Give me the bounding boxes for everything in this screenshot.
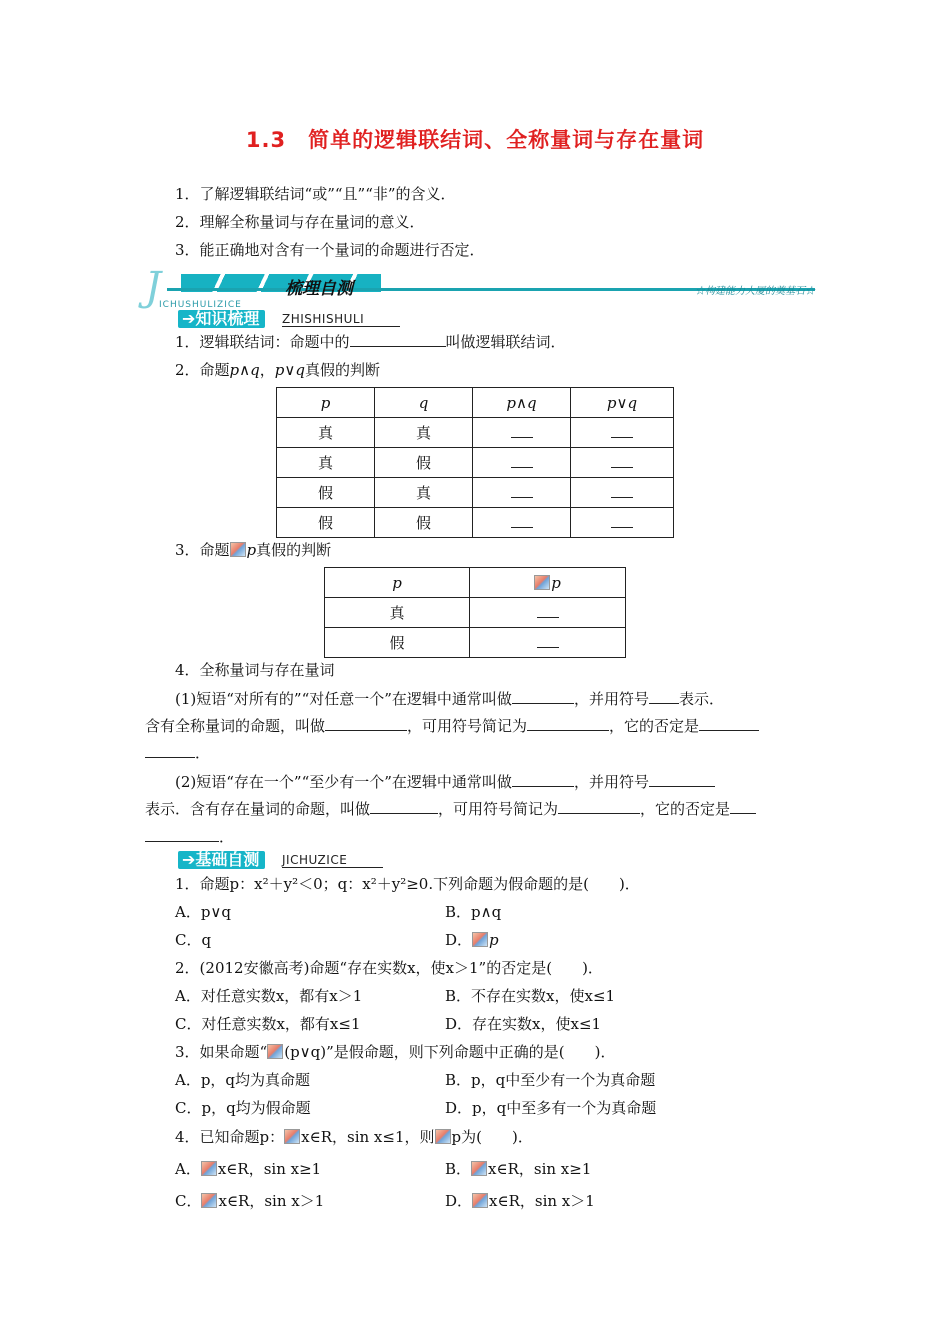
banner-letter: J [145,264,162,310]
q3-option-b: B．p，q中至少有一个为真命题 [445,1071,656,1089]
basic-tag-label: ➔基础自测 [178,851,265,869]
negation-symbol-icon [230,542,246,557]
truth-table-and-or: p q p∧q p∨q 真 真 真 假 假 真 假 假 [276,387,674,538]
q1-option-b: B．p∧q [445,903,502,921]
knowledge-item-4-1-end: ． [145,742,210,763]
table-row: 真 假 [277,448,674,478]
knowledge-tag-pinyin: ZHISHISHULI [282,312,400,327]
q1-option-d: D． p [445,931,499,949]
question-4: 4．已知命题p： x∈R，sin x≤1，则 p为( )． [175,1128,533,1146]
negation-symbol-icon [534,575,550,590]
question-2: 2．(2012安徽高考)命题“存在实数x，使x＞1”的否定是( )． [175,959,603,977]
q4-option-c: C． x∈R，sin x＞1 [175,1192,325,1210]
basic-tag [178,851,428,871]
question-3: 3．如果命题“ (p∨q)”是假命题，则下列命题中正确的是( )． [175,1043,616,1061]
q2-option-c: C．对任意实数x，都有x≤1 [175,1015,361,1033]
q2-option-b: B．不存在实数x，使x≤1 [445,987,616,1005]
question-1: 1．命题p：x²＋y²＜0；q：x²＋y²≥0.下列命题为假命题的是( )． [175,875,640,893]
q4-option-a: A． x∈R，sin x≥1 [175,1160,322,1178]
q4-option-b: B． x∈R，sin x≥1 [445,1160,592,1178]
q1-option-a: A．p∨q [175,903,232,921]
table-row: 假 假 [277,508,674,538]
quantifier-symbol-icon [201,1161,217,1176]
quantifier-symbol-icon [471,1161,487,1176]
negation-symbol-icon [472,932,488,947]
objective-1: 1．了解逻辑联结词“或”“且”“非”的含义． [175,185,456,203]
negation-symbol-icon [267,1044,283,1059]
knowledge-item-3: 3．命题 p真假的判断 [175,541,332,559]
objective-2: 2．理解全称量词与存在量词的意义． [175,213,425,231]
q3-option-a: A．p，q均为真命题 [175,1071,311,1089]
table-row: 假 [325,628,626,658]
truth-table-not: p p 真 假 [324,567,626,658]
q4-option-d: D． x∈R，sin x＞1 [445,1192,595,1210]
knowledge-item-1: 1．逻辑联结词：命题中的 叫做逻辑联结词． [175,333,566,351]
objective-3: 3．能正确地对含有一个量词的命题进行否定． [175,241,485,259]
quantifier-symbol-icon [284,1129,300,1144]
q1-option-c: C．q [175,931,212,949]
section-banner [145,264,815,314]
knowledge-item-4: 4．全称量词与存在量词 [175,661,335,679]
quantifier-symbol-icon [201,1193,217,1208]
q3-option-d: D．p，q中至多有一个为真命题 [445,1099,657,1117]
knowledge-item-2: 2．命题p∧q，p∨q真假的判断 [175,361,380,379]
q2-option-a: A．对任意实数x，都有x＞1 [175,987,363,1005]
table-row: 假 真 [277,478,674,508]
q3-option-c: C．p，q均为假命题 [175,1099,311,1117]
basic-tag-pinyin: JICHUZICE [282,853,383,868]
negation-symbol-icon [435,1129,451,1144]
table-row: 真 真 [277,418,674,448]
knowledge-tag-label: ➔知识梳理 [178,310,265,328]
q2-option-d: D．存在实数x，使x≤1 [445,1015,602,1033]
banner-slogan: ☆构建能力大厦的奠基石☆ [695,286,815,297]
page-title: 1.3 简单的逻辑联结词、全称量词与存在量词 [245,128,705,152]
knowledge-item-4-2-cont: 表示．含有存在量词的命题，叫做 ，可用符号简记为 ，它的否定是 [145,798,756,819]
knowledge-item-4-1: (1)短语“对所有的”“对任意一个”在逻辑中通常叫做 ，并用符号 表示． [175,690,724,708]
banner-heading: 梳理自测 [285,279,353,299]
knowledge-tag [178,310,428,330]
knowledge-item-4-2: (2)短语“存在一个”“至少有一个”在逻辑中通常叫做 ，并用符号 [175,771,715,792]
table-row: 真 [325,598,626,628]
quantifier-symbol-icon [472,1193,488,1208]
knowledge-item-4-2-end: ． [145,826,234,847]
knowledge-item-4-1-cont: 含有全称量词的命题，叫做 ，可用符号简记为 ，它的否定是 [145,715,759,736]
banner-pinyin: ICHUSHULIZICE [159,300,242,310]
